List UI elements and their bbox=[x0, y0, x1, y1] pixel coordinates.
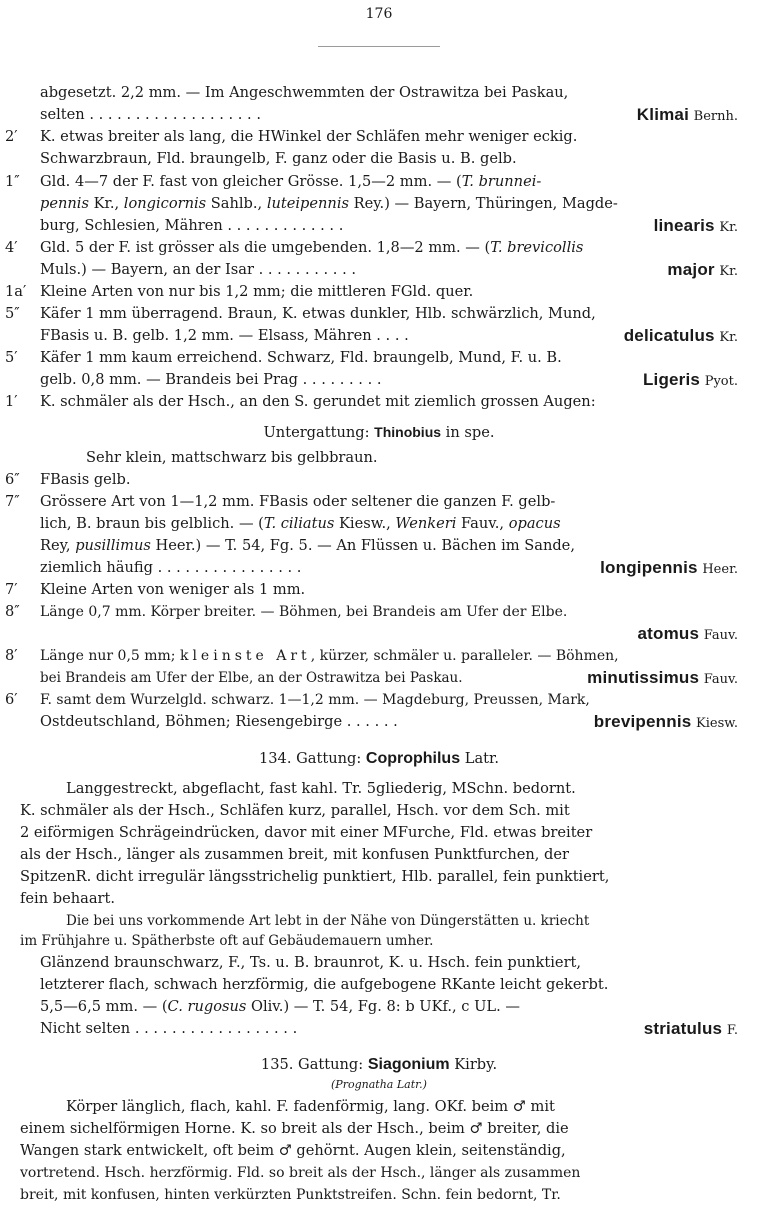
species-name: delicatulus bbox=[623, 326, 715, 345]
text-line: Schwarzbraun, Fld. braungelb, F. ganz oder die Basis u. B. gelb. bbox=[40, 150, 517, 167]
species-author: Fauv. bbox=[703, 672, 738, 687]
text-line: Rey, pusillimus Heer.) — T. 54, Fg. 5. — An Flüssen u. Bächen im Sande, bbox=[40, 537, 575, 554]
key-line: 4′ Gld. 5 der F. ist grösser als die umgebenden. 1,8—2 mm. — (T. brevicollis bbox=[0, 237, 758, 259]
species-author: Kr. bbox=[719, 330, 738, 345]
genus-heading: 135. Gattung: Siagonium Kirby. bbox=[260, 1056, 498, 1073]
species-name: Klimai bbox=[636, 105, 690, 124]
text-line: burg, Schlesien, Mähren . . . . . . . . . . . . . linearis Kr. bbox=[40, 216, 738, 235]
key-line: 2′ K. etwas breiter als lang, die HWinkel der Schläfen mehr weniger eckig. bbox=[0, 126, 758, 148]
text-line: einem sichelförmigen Horne. K. so breit als der Hsch., beim ♂ breiter, die bbox=[20, 1120, 569, 1137]
text-line: lich, B. braun bis gelblich. — (T. ciliatus Kiesw., Wenkeri Fauv., opacus bbox=[40, 515, 561, 532]
species-name: longipennis bbox=[600, 558, 698, 577]
key-mark: 1″ bbox=[5, 173, 20, 190]
text-line bbox=[0, 623, 758, 645]
text-line: Die bei uns vorkommende Art lebt in der Nähe von Düngerstätten u. kriecht bbox=[66, 913, 590, 929]
species-name: minutissimus bbox=[587, 668, 700, 687]
key-mark: 1a′ bbox=[5, 283, 27, 300]
species-author: F. bbox=[726, 1023, 738, 1038]
text-line: selten . . . . . . . . . . . . . . . . . . . Klimai Bernh. bbox=[40, 105, 738, 124]
key-mark: 1′ bbox=[5, 393, 18, 410]
text-line: breit, mit konfusen, hinten verkürzten Punktstreifen. Schn. fein bedornt, Tr. bbox=[20, 1187, 561, 1203]
key-mark: 5″ bbox=[5, 305, 20, 322]
text-line: SpitzenR. dicht irregulär längsstrichelig punktiert, Hlb. parallel, fein punktiert, bbox=[20, 868, 610, 885]
key-line: 6′ F. samt dem Wurzelgld. schwarz. 1—1,2 mm. — Magdeburg, Preussen, Mark, bbox=[0, 689, 758, 711]
key-line: 5′ Käfer 1 mm kaum erreichend. Schwarz, Fld. braungelb, Mund, F. u. B. bbox=[0, 347, 758, 369]
species-author: Kr. bbox=[719, 220, 738, 235]
species-name: major bbox=[667, 260, 715, 279]
species-name: atomus bbox=[637, 624, 700, 643]
text-line: vortretend. Hsch. herzförmig. Fld. so breit als der Hsch., länger als zusammen bbox=[20, 1165, 581, 1181]
text-line: Wangen stark entwickelt, oft beim ♂ gehörnt. Augen klein, seitenständig, bbox=[20, 1142, 566, 1159]
key-mark: 8″ bbox=[5, 603, 20, 620]
text-line: gelb. 0,8 mm. — Brandeis bei Prag . . . . . . . . . Ligeris Pyot. bbox=[40, 370, 738, 389]
species-author: Bernh. bbox=[693, 109, 738, 124]
key-mark: 6″ bbox=[5, 471, 20, 488]
text-line: fein behaart. bbox=[20, 890, 116, 907]
species-name: Ligeris bbox=[642, 370, 701, 389]
key-mark: 4′ bbox=[5, 239, 18, 256]
key-mark: 5′ bbox=[5, 349, 18, 366]
text-line: Langgestreckt, abgeflacht, fast kahl. Tr. 5gliederig, MSchn. bedornt. bbox=[66, 780, 576, 797]
species-author: Fauv. bbox=[703, 628, 738, 643]
key-line: 5″ Käfer 1 mm überragend. Braun, K. etwas dunkler, Hlb. schwärzlich, Mund, bbox=[0, 303, 758, 325]
page-number: 176 bbox=[365, 6, 393, 22]
key-line: 8″ Länge 0,7 mm. Körper breiter. — Böhmen, bei Brandeis am Ufer der Elbe. bbox=[0, 601, 758, 623]
text-line: bei Brandeis am Ufer der Elbe, an der Ostrawitza bei Paskau. minutissimus Fauv. bbox=[40, 668, 738, 687]
text-line: 2 eiförmigen Schrägeindrücken, davor mit einer MFurche, Fld. etwas breiter bbox=[20, 824, 593, 841]
key-line: 1′ K. schmäler als der Hsch., an den S. gerundet mit ziemlich grossen Augen: bbox=[0, 391, 758, 413]
subgenus-heading: Untergattung: Thinobius in spe. bbox=[263, 424, 495, 441]
species-author: Kr. bbox=[719, 264, 738, 279]
key-mark: 7′ bbox=[5, 581, 18, 598]
key-mark: 7″ bbox=[5, 493, 20, 510]
key-line: 6″ FBasis gelb. bbox=[0, 469, 758, 491]
text-line: Ostdeutschland, Böhmen; Riesengebirge . . . . . . brevipennis Kiesw. bbox=[40, 712, 738, 731]
text-line: abgesetzt. 2,2 mm. — Im Angeschwemmten der Ostrawitza bei Paskau, bbox=[40, 84, 569, 101]
text-line: Sehr klein, mattschwarz bis gelbbraun. bbox=[86, 449, 378, 466]
text-line: pennis Kr., longicornis Sahlb., luteipennis Rey.) — Bayern, Thüringen, Magde- bbox=[40, 195, 618, 212]
key-mark: 8′ bbox=[5, 647, 18, 664]
key-line: 1a′ Kleine Arten von nur bis 1,2 mm; die mittleren FGld. quer. bbox=[0, 281, 758, 303]
key-line: 7′ Kleine Arten von weniger als 1 mm. bbox=[0, 579, 758, 601]
species-author: Heer. bbox=[702, 562, 738, 577]
text-line: FBasis u. B. gelb. 1,2 mm. — Elsass, Mähren . . . . delicatulus Kr. bbox=[40, 326, 738, 345]
key-line: 1″ Gld. 4—7 der F. fast von gleicher Grösse. 1,5—2 mm. — (T. brunnei- bbox=[0, 171, 758, 193]
key-mark: 6′ bbox=[5, 691, 18, 708]
text-line: Muls.) — Bayern, an der Isar . . . . . . . . . . . major Kr. bbox=[40, 260, 738, 279]
species-name: linearis bbox=[653, 216, 715, 235]
key-line: 7″ Grössere Art von 1—1,2 mm. FBasis oder seltener die ganzen F. gelb- bbox=[0, 491, 758, 513]
text-line: im Frühjahre u. Spätherbste oft auf Gebäudemauern umher. bbox=[20, 933, 434, 949]
text-line: Körper länglich, flach, kahl. F. fadenförmig, lang. OKf. beim ♂ mit bbox=[66, 1098, 555, 1115]
species-author: Pyot. bbox=[704, 374, 738, 389]
header-rule bbox=[318, 46, 440, 47]
text-line: Nicht selten . . . . . . . . . . . . . . . . . . striatulus F. bbox=[40, 1019, 738, 1038]
key-line: 8′ Länge nur 0,5 mm; kleinste Art, kürzer, schmäler u. paralleler. — Böhmen, bbox=[0, 645, 758, 667]
text-line: als der Hsch., länger als zusammen breit, mit konfusen Punktfurchen, der bbox=[20, 846, 569, 863]
key-mark: 2′ bbox=[5, 128, 18, 145]
text-line: K. schmäler als der Hsch., Schläfen kurz, parallel, Hsch. vor dem Sch. mit bbox=[20, 802, 570, 819]
text-line: Glänzend braunschwarz, F., Ts. u. B. braunrot, K. u. Hsch. fein punktiert, bbox=[40, 954, 582, 971]
genus-heading: 134. Gattung: Coprophilus Latr. bbox=[258, 750, 500, 767]
species-name: brevipennis bbox=[593, 712, 692, 731]
text-line: letzterer flach, schwach herzförmig, die aufgebogene RKante leicht gekerbt. bbox=[40, 976, 609, 993]
species-author: Kiesw. bbox=[696, 716, 738, 731]
species-name: striatulus bbox=[643, 1019, 723, 1038]
text-line: ziemlich häufig . . . . . . . . . . . . . . . . longipennis Heer. bbox=[40, 558, 738, 577]
genus-synonym: (Prognatha Latr.) bbox=[331, 1078, 427, 1091]
text-line: 5,5—6,5 mm. — (C. rugosus Oliv.) — T. 54, Fg. 8: b UKf., c UL. — bbox=[40, 998, 520, 1015]
